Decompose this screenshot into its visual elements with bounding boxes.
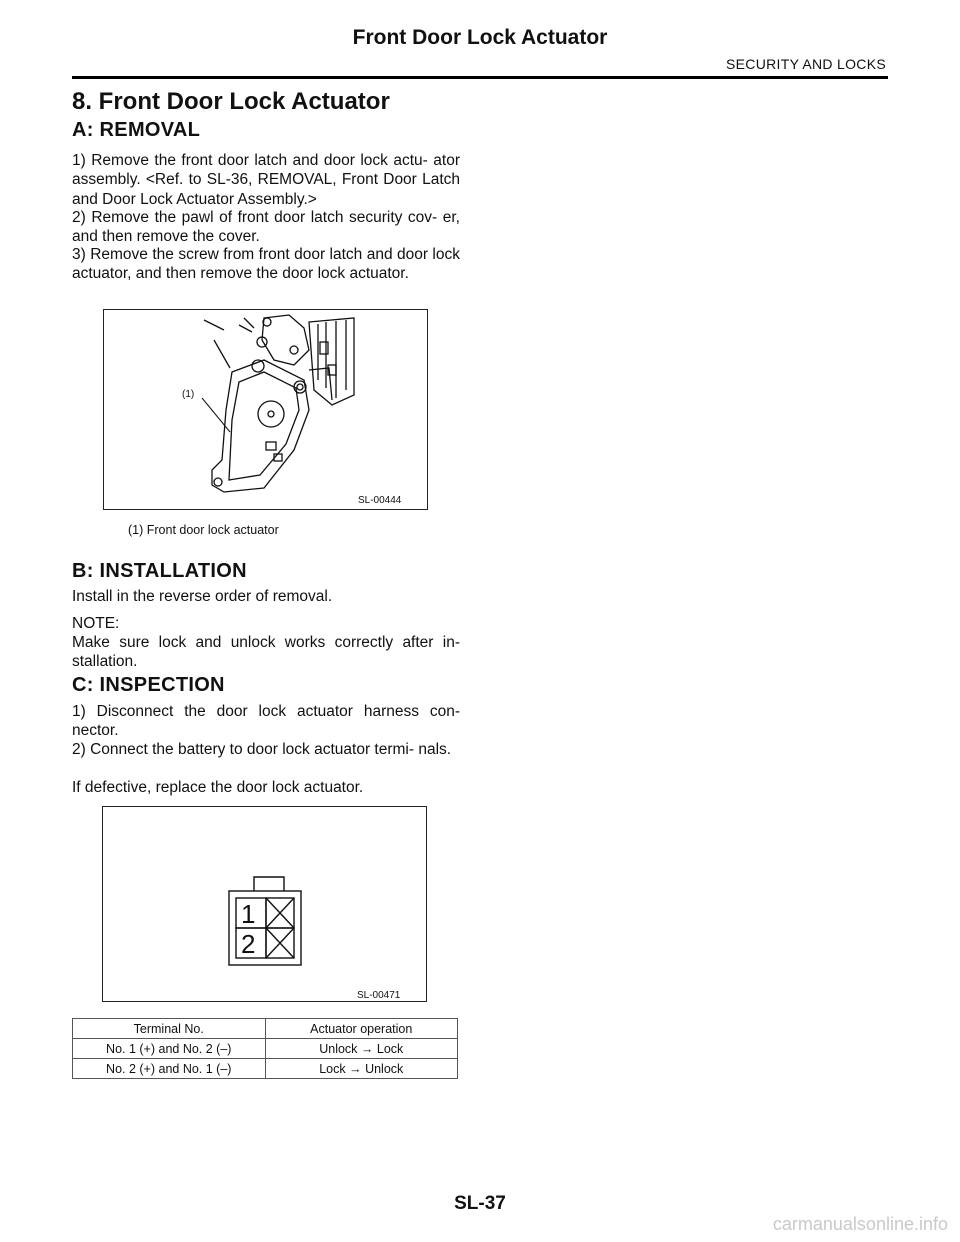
installation-heading: B: INSTALLATION [72, 560, 247, 582]
table-cell: Unlock → Lock [265, 1039, 458, 1059]
connector-illustration [103, 807, 426, 1001]
terminal-1-label: 1 [241, 899, 256, 929]
section-name: SECURITY AND LOCKS [726, 56, 886, 72]
actuator-illustration [104, 310, 427, 509]
inspection-text: If defective, replace the door lock actuator. [72, 779, 364, 796]
connector-figure [102, 806, 427, 1002]
figure-code-1: SL-00444 [358, 495, 402, 506]
figure-code-2: SL-00471 [357, 990, 401, 1001]
page-number: SL-37 [454, 1193, 506, 1214]
page-header-title: Front Door Lock Actuator [352, 26, 608, 49]
removal-heading: A: REMOVAL [72, 119, 201, 141]
installation-text: Install in the reverse order of removal. [72, 588, 333, 605]
table-cell: No. 2 (+) and No. 1 (–) [73, 1059, 266, 1079]
removal-step-1: 1) Remove the front door latch and door lock actu- ator assembly. <Ref. to SL-36, REMOVAL, Front Door Latch and Door Lock Actuator Assembly.> [72, 152, 460, 208]
note-label: NOTE: [72, 615, 120, 632]
watermark: carmanualsonline.info [772, 1214, 948, 1234]
page-heading: 8. Front Door Lock Actuator [72, 88, 390, 115]
removal-step-3: 3) Remove the screw from front door latch and door lock actuator, and then remove the door lock actuator. [72, 246, 460, 283]
table-row [73, 1059, 458, 1079]
header-rule [72, 76, 888, 79]
operation-table [72, 1018, 458, 1079]
figure-callout-1: (1) [182, 389, 195, 400]
note-text: Make sure lock and unlock works correctly after in- stallation. [72, 634, 460, 671]
figure-legend: (1) Front door lock actuator [128, 523, 279, 537]
inspection-step-1: 1) Disconnect the door lock actuator harness con- nector. [72, 703, 460, 740]
inspection-heading: C: INSPECTION [72, 674, 225, 696]
table-cell: No. 1 (+) and No. 2 (–) [73, 1039, 266, 1059]
actuator-figure [103, 309, 428, 510]
inspection-step-2: 2) Connect the battery to door lock actuator termi- nals. [72, 741, 452, 758]
table-cell: Lock → Unlock [265, 1059, 458, 1079]
removal-step-2: 2) Remove the pawl of front door latch security cov- er, and then remove the cover. [72, 209, 460, 246]
table-row [73, 1039, 458, 1059]
table-header-cell: Terminal No. [73, 1019, 266, 1039]
terminal-2-label: 2 [241, 929, 256, 959]
table-header-cell: Actuator operation [265, 1019, 458, 1039]
table-header-row [73, 1019, 458, 1039]
